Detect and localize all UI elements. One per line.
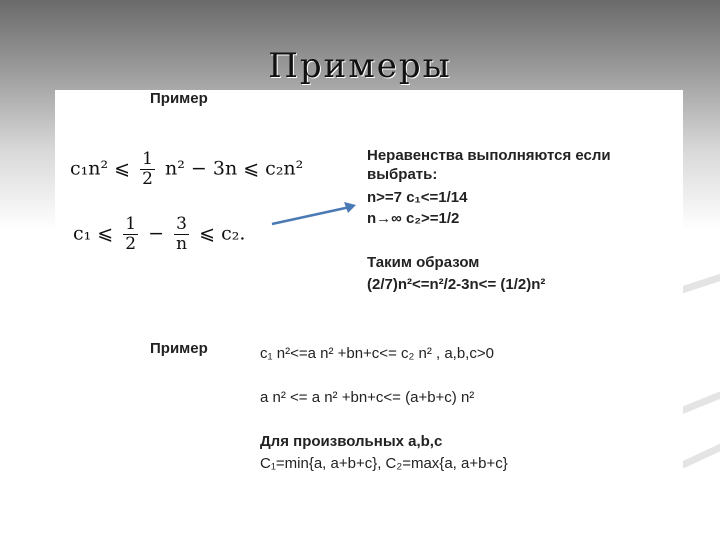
- conclusion-label: Таким образом: [367, 254, 480, 271]
- example-2-line: Для произвольных a,b,c: [260, 433, 443, 450]
- fraction-denominator: 2: [142, 169, 153, 189]
- example-2-label: Пример: [150, 340, 208, 357]
- example-2-line: a n² <= a n² +bn+c<= (a+b+c) n²: [260, 389, 475, 406]
- formula-1-lhs: c₁n² ⩽: [70, 157, 131, 180]
- formula-2-rhs: ⩽ c₂.: [199, 222, 246, 245]
- condition-text: n>=7 c₁<=1/14: [367, 189, 468, 206]
- fraction-denominator: n: [176, 234, 188, 254]
- fraction-numerator: 1: [142, 149, 153, 169]
- example-2-line: c₁ n²<=a n² +bn+c<= c₂ n² , a,b,c>0: [260, 345, 494, 362]
- condition-text: выбрать:: [367, 166, 438, 183]
- fraction-denominator: 2: [125, 234, 137, 254]
- fraction-one-half: [123, 215, 138, 254]
- arrow-icon: [270, 200, 360, 230]
- inequality-formula-2: [73, 215, 245, 254]
- formula-2-minus: −: [148, 222, 165, 245]
- formula-1-rhs: n² − 3n ⩽ c₂n²: [165, 157, 304, 180]
- inequality-formula-1: [70, 150, 303, 189]
- formula-2-lhs: c₁ ⩽: [73, 222, 114, 245]
- conclusion-formula: (2/7)n²<=n²/2-3n<= (1/2)n²: [367, 276, 546, 293]
- fraction-numerator: 1: [125, 214, 137, 234]
- fraction-three-over-n: [174, 215, 189, 254]
- condition-text: n→∞ c₂>=1/2: [367, 210, 460, 227]
- example-2-line: C₁=min{a, a+b+c}, C₂=max{a, a+b+c}: [260, 455, 508, 472]
- fraction-numerator: 3: [174, 215, 189, 235]
- slide-title: Примеры: [268, 46, 452, 86]
- condition-text: Неравенства выполняются если: [367, 147, 611, 164]
- example-1-label: Пример: [150, 90, 208, 107]
- fraction-one-half: [140, 150, 155, 189]
- content-image: [55, 90, 683, 510]
